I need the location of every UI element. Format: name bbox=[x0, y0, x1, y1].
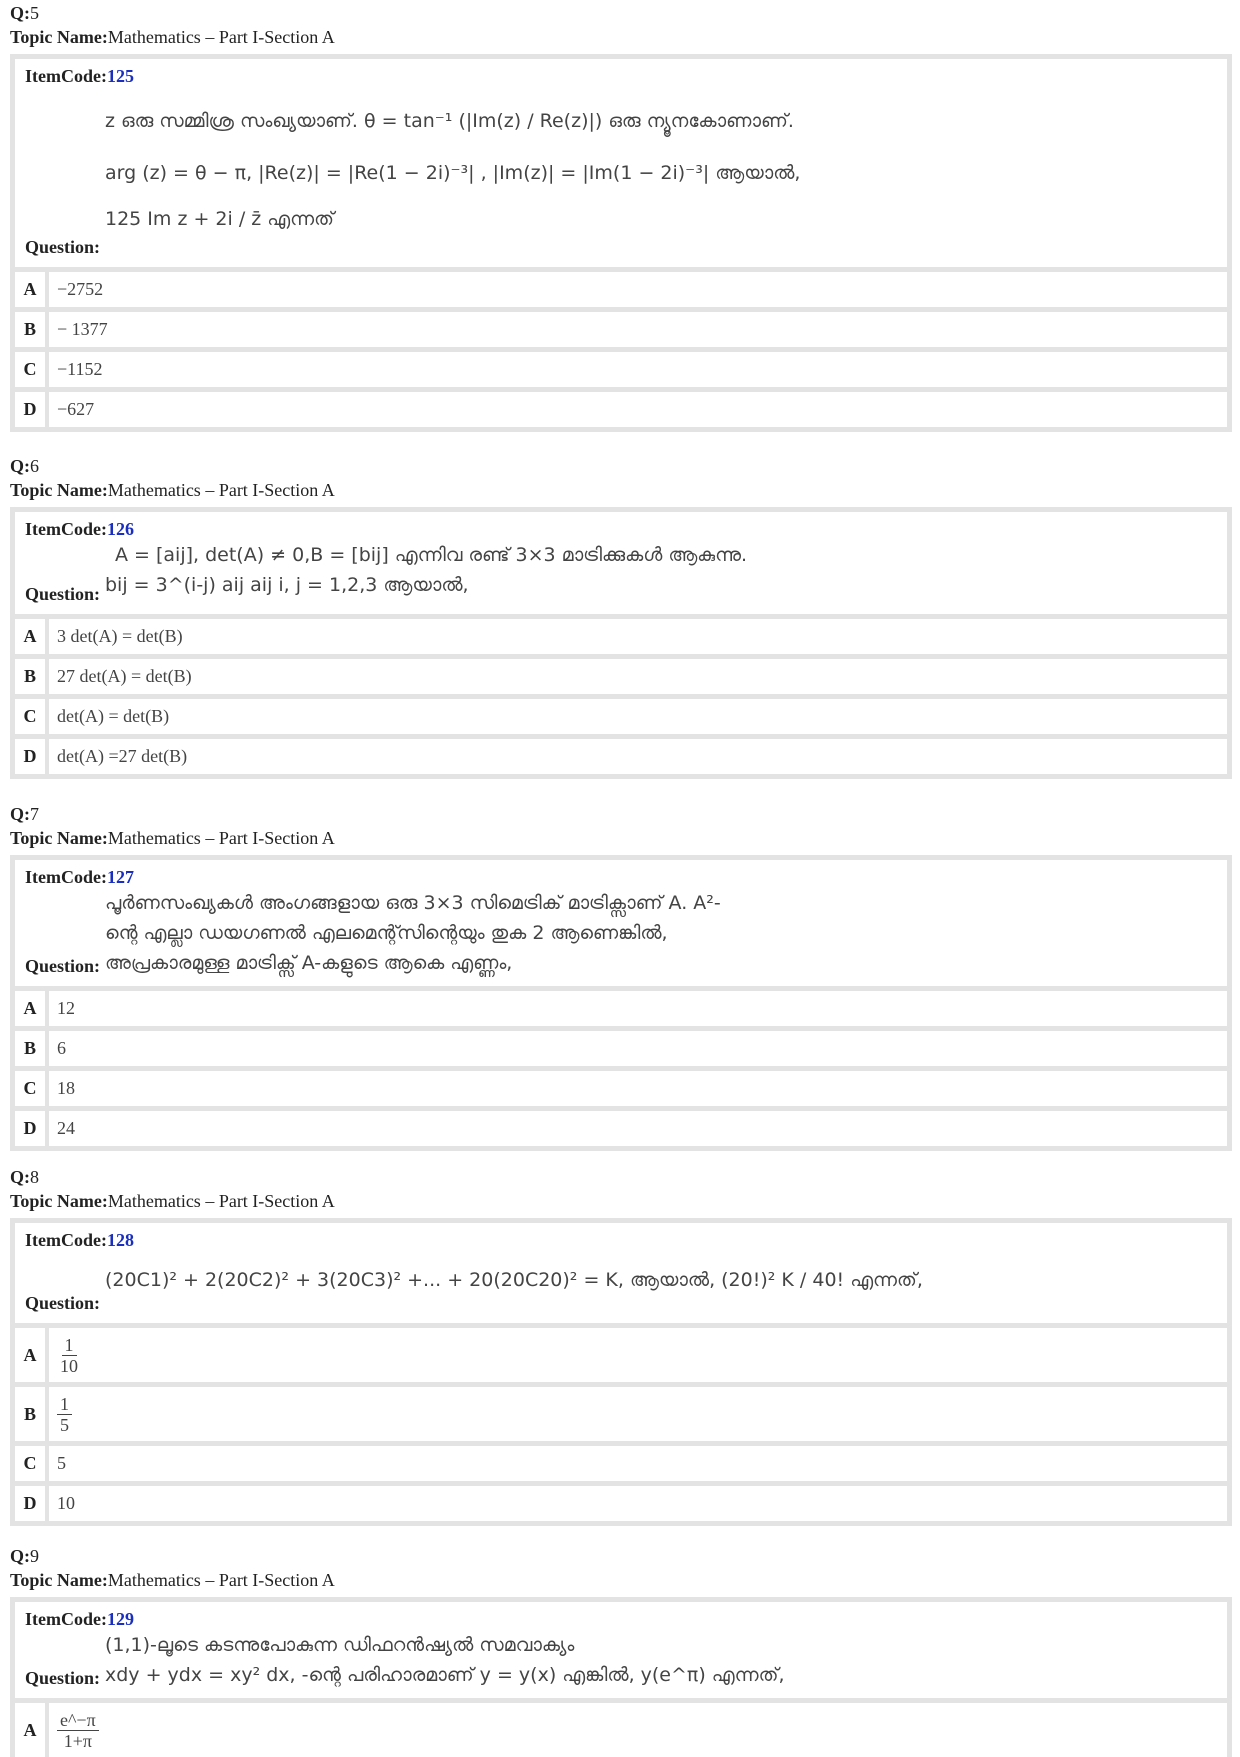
option-row[interactable] bbox=[15, 272, 1227, 312]
fraction: $\frac{1}{10}$ bbox=[60, 1334, 78, 1376]
stem-line: arg (z) = θ − π, |Re(z)| = |Re(1 − 2i)⁻³| , |Im(z)| = |Im(1 − 2i)⁻³| ആയാൽ, bbox=[105, 162, 801, 184]
stem-line: z ഒരു സമ്മിശ്ര സംഖ്യയാണ്. θ = tan⁻¹ (|Im(z) / Re(z)|) ഒരു ന്യൂനകോണാണ്. bbox=[105, 110, 794, 132]
question-card bbox=[10, 855, 1232, 1151]
question-block-5 bbox=[10, 2, 1232, 432]
question-stem bbox=[15, 860, 1227, 991]
topic-name: Topic Name:Mathematics – Part I-Section A bbox=[10, 480, 335, 500]
option-value: 3 det(A) = det(B) bbox=[57, 626, 183, 646]
question-stem bbox=[15, 1602, 1227, 1703]
item-code: ItemCode:128 bbox=[25, 1230, 134, 1250]
question-number: Q:9 bbox=[10, 1546, 39, 1566]
option-row[interactable] bbox=[15, 1703, 1227, 1757]
option-value: 5 bbox=[57, 1453, 66, 1473]
question-number: Q:5 bbox=[10, 3, 39, 23]
option-value bbox=[49, 1328, 81, 1382]
option-row[interactable] bbox=[15, 1328, 1227, 1387]
option-value bbox=[49, 1387, 72, 1441]
item-code: ItemCode:125 bbox=[25, 66, 134, 86]
option-row[interactable] bbox=[15, 619, 1227, 659]
stem-line: 125 Im z + 2i / z̄ എന്നത് bbox=[105, 208, 334, 230]
topic-name: Topic Name:Mathematics – Part I-Section A bbox=[10, 828, 335, 848]
question-stem bbox=[15, 1223, 1227, 1328]
option-letter: B bbox=[15, 312, 49, 347]
option-value: −2752 bbox=[57, 279, 104, 299]
question-label: Question: bbox=[25, 1293, 101, 1313]
stem-line: bij = 3^(i-j) aij aij i, j = 1,2,3 ആയാൽ, bbox=[105, 574, 469, 596]
option-row[interactable] bbox=[15, 659, 1227, 699]
option-row[interactable] bbox=[15, 1446, 1227, 1486]
question-block-9 bbox=[10, 1545, 1232, 1757]
option-value: 27 det(A) = det(B) bbox=[57, 666, 192, 686]
question-number: Q:8 bbox=[10, 1167, 39, 1187]
topic-name: Topic Name:Mathematics – Part I-Section A bbox=[10, 1570, 335, 1590]
question-block-6 bbox=[10, 455, 1232, 779]
option-letter: D bbox=[15, 1486, 49, 1521]
option-letter: C bbox=[15, 699, 49, 734]
option-row[interactable] bbox=[15, 1387, 1227, 1446]
option-row[interactable] bbox=[15, 739, 1227, 774]
stem-line: ന്റെ എല്ലാ ഡയഗണൽ എലമെന്റ്സിന്റെയും തുക 2 ആണെങ്കിൽ, bbox=[105, 922, 668, 944]
option-letter: A bbox=[15, 1328, 49, 1382]
item-code: ItemCode:127 bbox=[25, 867, 134, 887]
question-card bbox=[10, 507, 1232, 779]
option-value: − 1377 bbox=[57, 319, 108, 339]
option-value: det(A) =27 det(B) bbox=[57, 746, 188, 766]
fraction: $\frac{1}{5}$ bbox=[57, 1394, 72, 1435]
stem-line: (20C1)² + 2(20C2)² + 3(20C3)² +... + 20(20C20)² = K, ആയാൽ, (20!)² K / 40! എന്നത്, bbox=[105, 1269, 923, 1291]
question-block-7 bbox=[10, 803, 1232, 1151]
stem-line: (1,1)-ലൂടെ കടന്നുപോകുന്ന ഡിഫറൻഷ്യൽ സമവാക്യം bbox=[105, 1634, 575, 1656]
item-code: ItemCode:126 bbox=[25, 519, 134, 539]
option-letter: D bbox=[15, 392, 49, 427]
option-letter: D bbox=[15, 739, 49, 774]
question-card bbox=[10, 1218, 1232, 1526]
option-letter: C bbox=[15, 1071, 49, 1106]
option-value: det(A) = det(B) bbox=[57, 706, 170, 726]
option-row[interactable] bbox=[15, 991, 1227, 1031]
question-card bbox=[10, 1597, 1232, 1757]
option-letter: C bbox=[15, 1446, 49, 1481]
stem-line: പൂർണസംഖ്യകൾ അംഗങ്ങളായ ഒരു 3×3 സിമെട്രിക് മാട്രിക്സാണ് A. A²- bbox=[105, 892, 721, 914]
option-row[interactable] bbox=[15, 312, 1227, 352]
topic-name: Topic Name:Mathematics – Part I-Section A bbox=[10, 27, 335, 47]
option-letter: A bbox=[15, 619, 49, 654]
question-stem bbox=[15, 59, 1227, 272]
option-letter: A bbox=[15, 272, 49, 307]
question-stem bbox=[15, 512, 1227, 619]
option-letter: D bbox=[15, 1111, 49, 1146]
fraction: $\frac{e\^{}-\pi}{1+\pi}$ bbox=[57, 1710, 99, 1751]
option-letter: B bbox=[15, 1387, 49, 1441]
question-label: Question: bbox=[25, 956, 101, 976]
option-row[interactable] bbox=[15, 392, 1227, 427]
option-letter: A bbox=[15, 991, 49, 1026]
question-label: Question: bbox=[25, 237, 101, 257]
item-code: ItemCode:129 bbox=[25, 1609, 134, 1629]
stem-line: അപ്രകാരമുള്ള മാട്രിക്സ് A-കളുടെ ആകെ എണ്ണം, bbox=[105, 952, 513, 974]
option-row[interactable] bbox=[15, 1486, 1227, 1521]
option-value: 24 bbox=[57, 1118, 75, 1138]
question-number: Q:6 bbox=[10, 456, 39, 476]
option-value: 6 bbox=[57, 1038, 66, 1058]
option-value bbox=[49, 1703, 99, 1757]
option-value: 10 bbox=[57, 1493, 75, 1513]
option-value: −627 bbox=[57, 399, 95, 419]
question-label: Question: bbox=[25, 1668, 101, 1688]
option-row[interactable] bbox=[15, 1071, 1227, 1111]
option-row[interactable] bbox=[15, 1031, 1227, 1071]
option-value: 12 bbox=[57, 998, 75, 1018]
option-letter: A bbox=[15, 1703, 49, 1757]
question-card bbox=[10, 54, 1232, 432]
question-number: Q:7 bbox=[10, 804, 39, 824]
option-row[interactable] bbox=[15, 352, 1227, 392]
topic-name: Topic Name:Mathematics – Part I-Section A bbox=[10, 1191, 335, 1211]
option-row[interactable] bbox=[15, 1111, 1227, 1146]
stem-line: A = [aij], det(A) ≠ 0,B = [bij] എന്നിവ രണ്ട് 3×3 മാട്രിക്കുകൾ ആകുന്നു. bbox=[115, 544, 748, 566]
option-letter: C bbox=[15, 352, 49, 387]
option-letter: B bbox=[15, 1031, 49, 1066]
question-block-8 bbox=[10, 1166, 1232, 1526]
option-letter: B bbox=[15, 659, 49, 694]
question-label: Question: bbox=[25, 584, 101, 604]
stem-line: xdy + ydx = xy² dx, -ന്റെ പരിഹാരമാണ് y = y(x) എങ്കിൽ, y(e^π) എന്നത്, bbox=[105, 1664, 785, 1686]
option-value: 18 bbox=[57, 1078, 75, 1098]
option-value: −1152 bbox=[57, 359, 103, 379]
option-row[interactable] bbox=[15, 699, 1227, 739]
